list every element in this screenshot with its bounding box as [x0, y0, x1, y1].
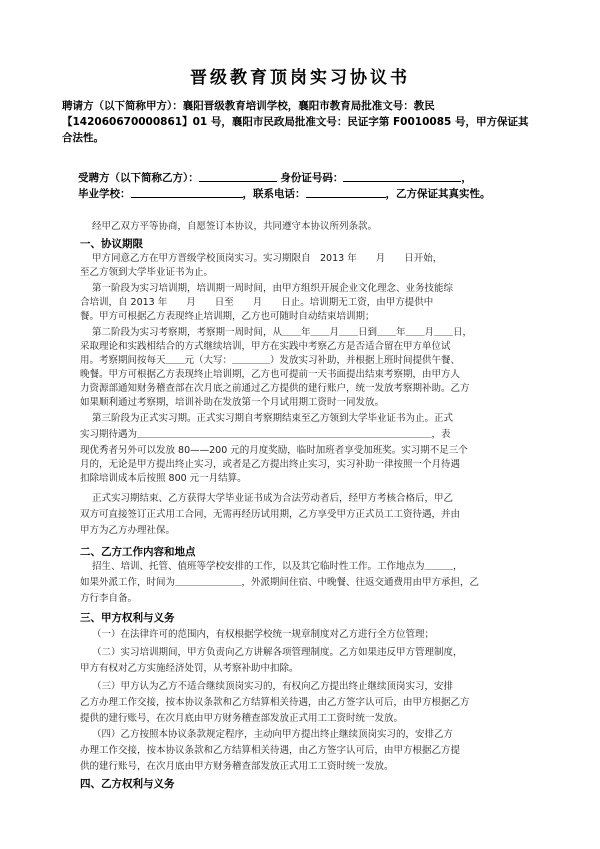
s3-line: 乙方办理工作交接，按本协议条款和乙方结算相关待遇，由乙方签字认可后，由甲方根据乙方	[80, 697, 470, 708]
s3-line: 甲方有权对乙方实施经济处罚，从考察补助中扣除。	[80, 663, 299, 674]
s1-line: 力资源部通知财务稽查部在次月底之前通过乙方提供的建行账户，统一发放考察期补助。乙方	[80, 383, 470, 394]
s1-line: 餐。甲方可根据乙方表现终止培训期，乙方也可随时自动结束培训期；	[80, 311, 375, 322]
s1-line: 甲方为乙方办理社保。	[80, 525, 176, 536]
document-title: 晋级教育顶岗实习协议书	[190, 68, 410, 88]
s1-line: 至乙方领到大学毕业证书为止。	[80, 267, 214, 278]
party-b-line-1	[78, 170, 568, 186]
s1-line: 用。考察期间按每天＿＿元（大写：＿＿＿＿）发放实习补助，并根据上班时间提供午餐、	[80, 355, 461, 366]
s1-line: 实习期待遇为＿＿＿＿＿＿＿＿＿＿＿＿＿＿＿＿＿＿＿＿＿＿＿＿＿＿＿＿＿＿＿，表	[80, 429, 451, 440]
s3-line: （四）乙方按照本协议条款规定程序，主动向甲方提出终止继续顶岗实习的，安排乙方	[92, 729, 454, 740]
s1-line: 第一阶段为实习培训期，培训期一周时间，由甲方组织开展企业文化理念、业务技能综	[92, 283, 454, 294]
s3-line: 供的建行账号，在次月底由甲方财务稽查部发放正式用工工资时统一发放。	[80, 761, 394, 772]
s2-line: 招生、培训、托管、值班等学校安排的工作，以及其它临时性工作。工作地点为＿＿＿，	[92, 561, 463, 572]
section-heading-2: 二、乙方工作内容和地点	[80, 546, 196, 558]
s1-line: 第二阶段为实习考察期，考察期一周时间，从＿＿年＿＿月＿＿日到＿＿年＿＿月＿＿日，	[92, 327, 473, 338]
party-a-line-3: 合法性。	[62, 132, 104, 144]
party-a-line-1: 聘请方（以下简称甲方）：襄阳晋级教育培训学校，襄阳市教育局批准文号：教民	[62, 100, 435, 112]
s3-line: （三）甲方认为乙方不适合继续顶岗实习的，有权向乙方提出终止继续顶岗实习，安排	[92, 681, 454, 692]
section-heading-1: 一、协议期限	[80, 238, 143, 250]
s2-line: 方行李自备。	[80, 593, 138, 604]
comma-text: ，	[461, 172, 472, 184]
s1-line: 双方可直接签订正式用工合同，无需再经历试用期，乙方享受甲方正式员工工资待遇，并由	[80, 509, 461, 520]
s1-line: 采取理论和实践相结合的方式继续培训，甲方在实践中考察乙方是否适合留在甲方单位试	[80, 341, 451, 352]
phone-label: ，联系电话：	[242, 188, 306, 200]
s1-line: 现优秀者另外可以发放 80——200 元的月度奖励，临时加班者享受加班奖。实习期不足三个	[80, 445, 468, 456]
s3-line: 办理工作交接，按本协议条款和乙方结算相关待遇，由乙方签字认可后，由甲方根据乙方提	[80, 745, 461, 756]
s1-line: 甲方同意乙方在甲方晋级学校顶岗实习。实习期限自 2013 年 月 日开始，	[92, 253, 443, 264]
s1-line: 第三阶段为正式实习期。正式实习期自考察期结束至乙方领到大学毕业证书为止。正式	[92, 413, 454, 424]
party-b-line-2	[78, 186, 568, 202]
s3-line: （二）实习培训期间，甲方负责向乙方讲解各项管理制度。乙方如果违反甲方管理制度，	[92, 647, 463, 658]
id-number-blank	[343, 171, 461, 182]
id-number-label: 身份证号码：	[280, 172, 344, 184]
s3-line: （一）在法律许可的范围内，有权根据学校统一规章制度对乙方进行全方位管理；	[92, 629, 435, 640]
school-label: 毕业学校：	[78, 188, 131, 200]
s1-line: 如果顺利通过考察期，培训补助在发放第一个月试用期工资时一同发放。	[80, 397, 385, 408]
party-a-line-2: 【142060670000861】01 号，襄阳市民政局批准文号：民证字第 F0010085 号，甲方保证其	[62, 116, 529, 128]
phone-blank	[306, 187, 386, 198]
school-blank	[131, 187, 243, 198]
s2-line: 如果外派工作，时间为＿＿＿＿＿＿＿，外派期间住宿、中晚餐、往返交通费用由甲方承担，乙	[80, 577, 480, 588]
section-heading-3: 三、甲方权利与义务	[80, 612, 175, 624]
s3-line: 提供的建行账号，在次月底由甲方财务稽查部发放正式用工工资时统一发放。	[80, 713, 404, 724]
party-b-label: 受聘方（以下简称乙方）：	[78, 172, 199, 184]
s1-line: 扣除培训成本后按照 800 元一月结算。	[80, 473, 247, 484]
section-heading-4: 四、乙方权利与义务	[80, 778, 175, 790]
intro-text: 经甲乙双方平等协商，自愿签订本协议，共同遵守本协议所列条款。	[92, 221, 378, 232]
s1-line: 正式实习期结束、乙方获得大学毕业证书成为合法劳动者后，经甲方考核合格后，甲乙	[92, 493, 454, 504]
s1-line: 合培训，自 2013 年 月 日至 月 日止。培训期无工资，由甲方提供中	[80, 297, 434, 308]
party-b-guarantee: ，乙方保证其真实性。	[385, 188, 491, 200]
party-b-name-blank	[199, 171, 277, 182]
s1-line: 晚餐。甲方可根据乙方表现终止培训期，乙方也可提前一天书面提出结束考察期，由甲方人	[80, 369, 461, 380]
s1-line: 月的，无论是甲方提出终止实习，或者是乙方提出终止实习，实习补助一律按照一个月待遇	[80, 459, 461, 470]
